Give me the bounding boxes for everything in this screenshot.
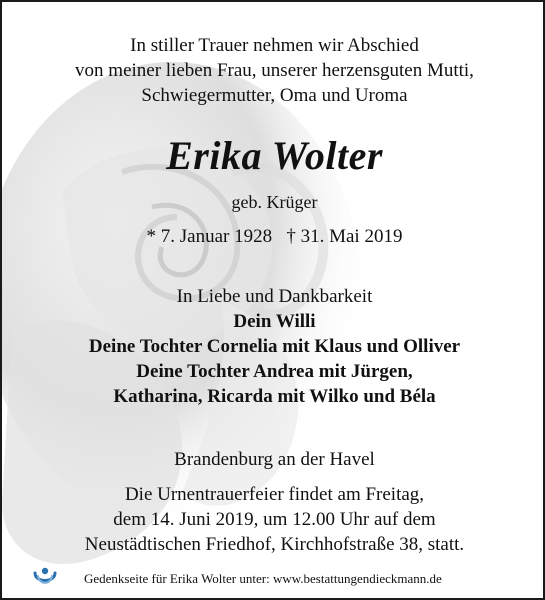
service-line-1: Die Urnentrauerfeier findet am Freitag, (124, 484, 425, 505)
service-line-2: dem 14. Juni 2019, um 12.00 Uhr auf dem (113, 509, 436, 530)
intro-line-1: In stiller Trauer nehmen wir Abschied (130, 35, 419, 56)
mourner-line-1: Dein Willi (233, 311, 316, 332)
mourner-line-3: Deine Tochter Andrea mit Jürgen, (136, 361, 413, 382)
maiden-name: geb. Krüger (231, 192, 318, 212)
gratitude-line: In Liebe und Dankbarkeit (176, 286, 373, 307)
intro-line-2: von meiner lieben Frau, unserer herzensguten Mutti, (75, 60, 474, 81)
deceased-name: Erika Wolter (166, 133, 383, 178)
memorial-logo-icon (32, 563, 58, 589)
intro-line-3: Schwiegermutter, Oma und Uroma (141, 85, 408, 106)
service-line-3: Neustädtischen Friedhof, Kirchhofstraße 38, statt. (84, 534, 465, 555)
mourner-line-4: Katharina, Ricarda mit Wilko und Béla (113, 386, 436, 407)
memorial-page-link[interactable]: Gedenkseite für Erika Wolter unter: www.bestattungendieckmann.de (84, 571, 442, 586)
place-line: Brandenburg an der Havel (174, 449, 375, 470)
life-dates: * 7. Januar 1928 † 31. Mai 2019 (146, 226, 403, 247)
mourner-line-2: Deine Tochter Cornelia mit Klaus und Olliver (88, 336, 461, 357)
